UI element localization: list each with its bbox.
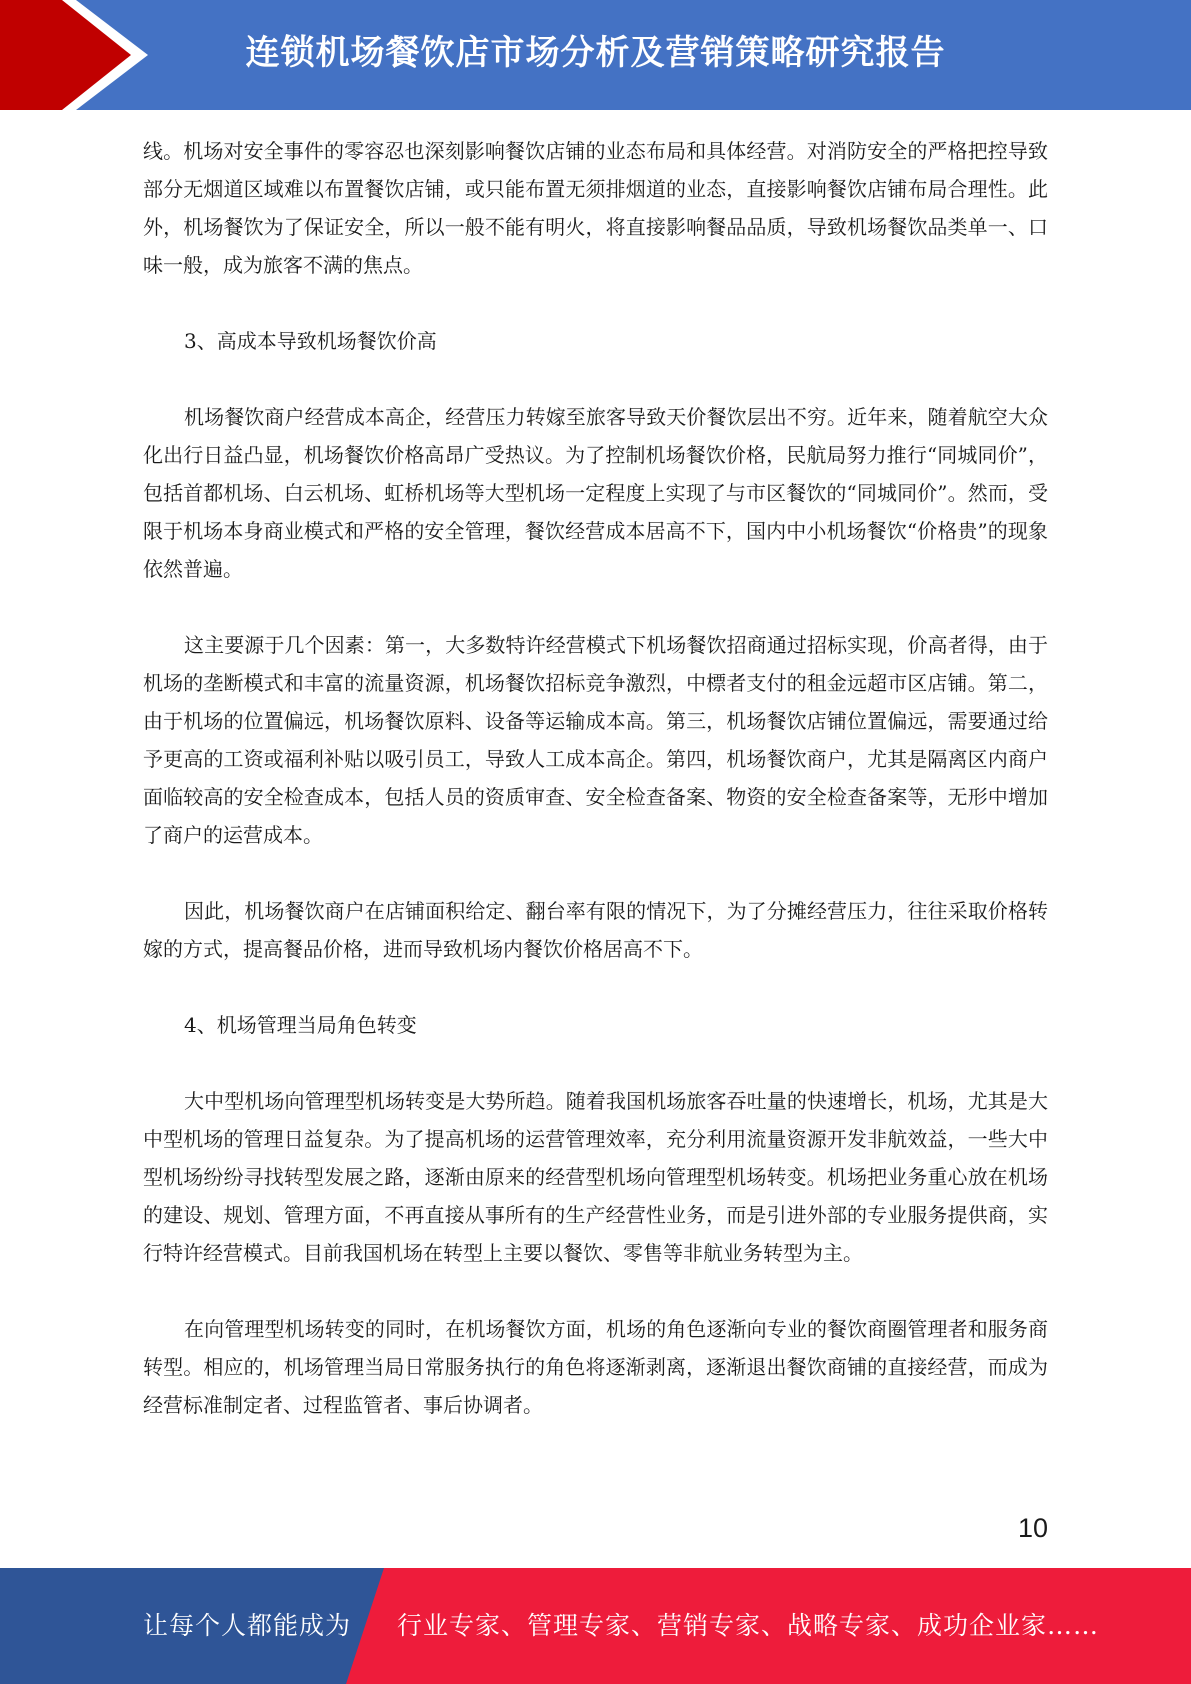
page-footer [0,1568,1191,1684]
body-paragraph: 大中型机场向管理型机场转变是大势所趋。随着我国机场旅客吞吐量的快速增长，机场，尤其是大中型机场的管理日益复杂。为了提高机场的运营管理效率，充分利用流量资源开发非航效益，一些大中型机场纷纷寻找转型发展之路，逐渐由原来的经营型机场向管理型机场转变。机场把业务重心放在机场的建设、规划、管理方面，不再直接从事所有的生产经营性业务，而是引进外部的专业服务提供商，实行特许经营模式。目前我国机场在转型上主要以餐饮、零售等非航业务转型为主。 [143,1089,1048,1265]
body-paragraph: 机场餐饮商户经营成本高企，经营压力转嫁至旅客导致天价餐饮层出不穷。近年来，随着航空大众化出行日益凸显，机场餐饮价格高昂广受热议。为了控制机场餐饮价格，民航局努力推行“同城同价”，包括首都机场、白云机场、虹桥机场等大型机场一定程度上实现了与市区餐饮的“同城同价”。然而，受限于机场本身商业模式和严格的安全管理，餐饮经营成本居高不下，国内中小机场餐饮“价格贵”的现象依然普遍。 [143,405,1048,581]
footer-slogan-left: 让每个人都能成为 [143,1611,352,1640]
body-paragraph: 因此，机场餐饮商户在店铺面积给定、翻台率有限的情况下，为了分摊经营压力，往往采取价格转嫁的方式，提高餐品价格，进而导致机场内餐饮价格居高不下。 [143,899,1048,961]
section-heading: 3、高成本导致机场餐饮价高 [184,329,437,353]
body-paragraph: 这主要源于几个因素：第一，大多数特许经营模式下机场餐饮招商通过招标实现，价高者得，由于机场的垄断模式和丰富的流量资源，机场餐饮招标竞争激烈，中標者支付的租金远超市区店铺。第二，由于机场的位置偏远，机场餐饮原料、设备等运输成本高。第三，机场餐饮店铺位置偏远，需要通过给予更高的工资或福利补贴以吸引员工，导致人工成本高企。第四，机场餐饮商户，尤其是隔离区内商户面临较高的安全检查成本，包括人员的资质审查、安全检查备案、物资的安全检查备案等，无形中增加了商户的运营成本。 [143,633,1048,847]
report-title: 连锁机场餐饮店市场分析及营销策略研究报告 [245,33,946,73]
page-number: 10 [1017,1513,1048,1543]
page-header [0,0,1191,110]
header-chevron-decoration [0,0,150,110]
page-body [143,132,1048,1462]
footer-slogan-right: 行业专家、管理专家、营销专家、战略专家、成功企业家…… [397,1611,1100,1640]
body-paragraph: 在向管理型机场转变的同时，在机场餐饮方面，机场的角色逐渐向专业的餐饮商圈管理者和服务商转型。相应的，机场管理当局日常服务执行的角色将逐渐剥离，逐渐退出餐饮商铺的直接经营，而成为经营标准制定者、过程监管者、事后协调者。 [143,1317,1048,1417]
section-heading: 4、机场管理当局角色转变 [184,1013,417,1037]
body-paragraph: 线。机场对安全事件的零容忍也深刻影响餐饮店铺的业态布局和具体经营。对消防安全的严格把控导致部分无烟道区域难以布置餐饮店铺，或只能布置无须排烟道的业态，直接影响餐饮店铺布局合理性。此外，机场餐饮为了保证安全，所以一般不能有明火，将直接影响餐品品质，导致机场餐饮品类单一、口味一般，成为旅客不满的焦点。 [143,139,1048,277]
